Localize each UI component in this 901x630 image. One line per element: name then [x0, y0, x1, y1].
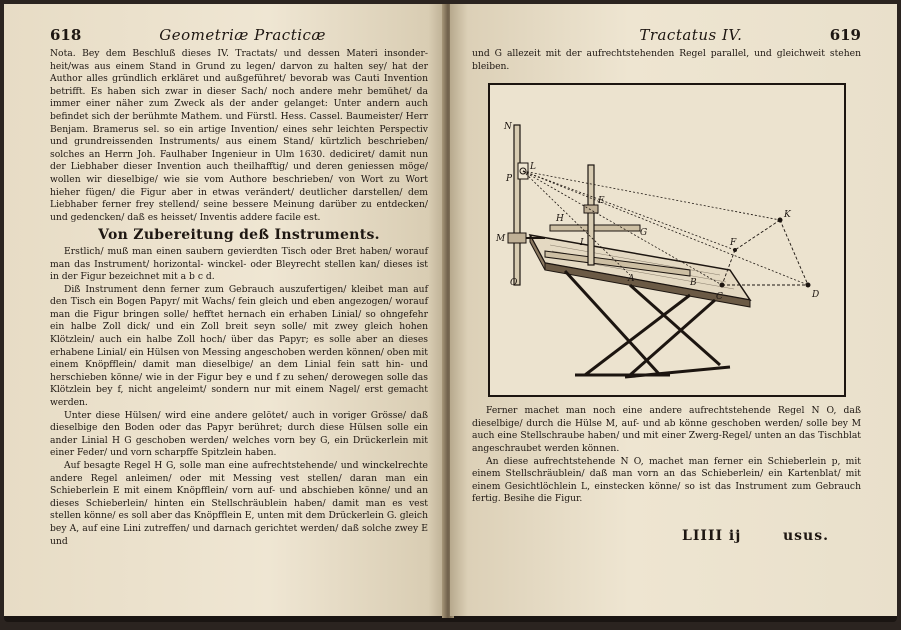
left-paragraph-regel: Auf besagte Regel H G, solle man eine aufrechtstehende/ und winckelrechte andere Regel anleimen/ oder mit Messing vest stellen/ daran man ein Schieberlein E mit einem Knöpfflein/ vorn auf- und abschieben könne/ und an dieses Schieberlein/ hinten ein Stellschräublein haben/ damit man es vest stellen könne/ es soll aber das Knöpfflein E, unten mit dem Drückerlein G. gleich bey A, auf eine Lini zutreffen/ und darnach gerichtet werden/ daß solche zwey E und — [50, 460, 428, 547]
right-page-number: 619 — [829, 26, 861, 44]
book-spread — [4, 4, 897, 622]
label-k: K — [783, 210, 791, 221]
label-c: C — [715, 292, 723, 303]
left-running-head: Geometriæ Practicæ — [159, 26, 327, 44]
left-paragraph-huelsen: Unter diese Hülsen/ wird eine andere gelötet/ auch in voriger Grösse/ daß dieselbige den Boden oder das Papyr berühret; durch diese Hülsen solle ein ander Linial H G geschoben werden/ welches vorn bey G, ein Drückerlein mit einer Feder/ und vorn scharpffe Spitzlein haben. — [50, 409, 428, 459]
instrument-figure — [488, 83, 846, 397]
point-c — [719, 283, 724, 288]
left-paragraph-erstlich: Erstlich/ muß man einen saubern gevierdten Tisch oder Bret haben/ worauf man das Instrument/ horizontal- winckel- oder Bleyrecht stellen kan/ dieses ist in der Figur bezeichnet mit a b c d. — [50, 245, 428, 283]
rule-hg — [550, 225, 640, 231]
right-page — [450, 4, 897, 616]
instrument-engraving — [490, 85, 844, 395]
label-h: H — [555, 214, 564, 225]
label-e: E — [597, 196, 605, 207]
signature-mark: LIIII ij — [682, 527, 742, 544]
right-paragraph-continuation: und G allezeit mit der aufrechtstehenden Regel parallel, und gleichweit stehen bleiben. — [472, 48, 861, 72]
right-paragraph-an-diese: An diese aufrechtstehende N O, machet man ferner ein Schieberlein p, mit einem Stellschräublein/ daß man vorn an das Schieberlein/ ein Kartenblat/ mit einem Gesichtlöchlein L, einstecken könne/ so ist das Instrument zum Gebrauch fertig. Besihe die Figur. — [472, 455, 861, 505]
catchword: usus. — [783, 527, 829, 544]
left-page-header — [50, 26, 428, 44]
label-f: F — [729, 238, 736, 249]
label-o: O — [509, 278, 517, 289]
label-l: L — [529, 162, 536, 173]
upright-rule-no — [514, 125, 520, 285]
label-a: A — [627, 274, 634, 285]
point-k — [777, 218, 782, 223]
left-page — [4, 4, 446, 616]
left-paragraph-nota: Nota. Bey dem Beschluß dieses IV. Tractats/ und dessen Materi insonder-heit/was aus einem Stand in Grund zu legen/ darvon zu halten sey/ hat der Author alles gründlich erkläret und außgeführet/ bevorab was Cauti Invention betrifft. Es haben sich zwar in dieser Sach/ noch andere mehr bemühet/ da immer einer näher zum Zweck als der ander gelanget: Unter andern auch befindet sich der berühmte Mathem. und Fürstl. Hess. Cassel. Baumeister/ Herr Benjam. Bramerus sel. so ein artige Invention/ eines sehr leichten Perspectiv und grundreissenden Instruments/ aus einem Stand/ kürtzlich beschrieben/ solches an Herrn Joh. Faulhaber Ingenieur in Ulm 1630. dediciret/ damit nun der Liebhaber dieser Invention auch theilhafftig/ und deren geniessen möge/ wollen wir dieselbige/ wie sie vom Authore beschrieben/ von Wort zu Wort hieher fügen/ die Figur aber in etwas verändert/ deutlicher darstellen/ dem Liebhaber ferner frey stellend/ seine bessere Meinung darüber zu entdecken/ und gedencken/ daß es heisset/ Inventis addere facile est. — [50, 48, 428, 223]
label-p: P — [505, 174, 512, 185]
point-f — [733, 248, 737, 252]
label-b: B — [689, 278, 697, 289]
right-page-header — [472, 26, 861, 44]
left-paragraph-instrument: Diß Instrument denn ferner zum Gebrauch auszufertigen/ kleibet man auf den Tisch ein Bogen Papyr/ mit Wachs/ fein gleich und eben angezogen/ worauf man die Figur bringen solle/ hefftet hernach ein erhaben Linial/ so ohngefehr ein halbe Zoll dick/ und ein Zoll breit seyn solle/ mit zwey gleich hohen Klötzlein/ auch ein halbe Zoll hoch/ über das Papyr; es solle aber an dieses erhabene Linial/ ein Hülsen von Messing angeschoben werden können/ oben mit einem Knöpfflein/ damit man dieselbige/ an dem Linial fein satt hin- und herschieben könne/ wie in der Figur bey e und f zu sehen/ derowegen solle das Klötzlein bey f, nicht angeleimt/ sondern nur mit einem Nagel/ erst gemacht werden. — [50, 283, 428, 409]
ground-figure — [722, 220, 808, 285]
point-d — [805, 283, 810, 288]
label-m: M — [495, 234, 505, 245]
sleeve-m — [508, 233, 526, 243]
section-title: Von Zubereitung deß Instruments. — [98, 227, 380, 244]
vertical-rule-e — [588, 165, 594, 265]
label-i: I — [579, 238, 584, 249]
label-g: G — [639, 228, 647, 239]
right-running-head: Tractatus IV. — [639, 26, 743, 44]
label-n: N — [503, 122, 512, 133]
right-paragraph-ferner: Ferner machet man noch eine andere aufrechtstehende Regel N O, daß dieselbige/ durch die Hülse M, auf- und ab könne geschoben werden/ solle bey M auch eine Stellschraube haben/ und mit einer Zwerg-Regel/ unten an das Tischblat angeschraubet werden können. — [472, 405, 861, 454]
page-footer — [682, 528, 829, 544]
left-page-number: 618 — [50, 26, 82, 44]
label-d: D — [811, 290, 819, 301]
